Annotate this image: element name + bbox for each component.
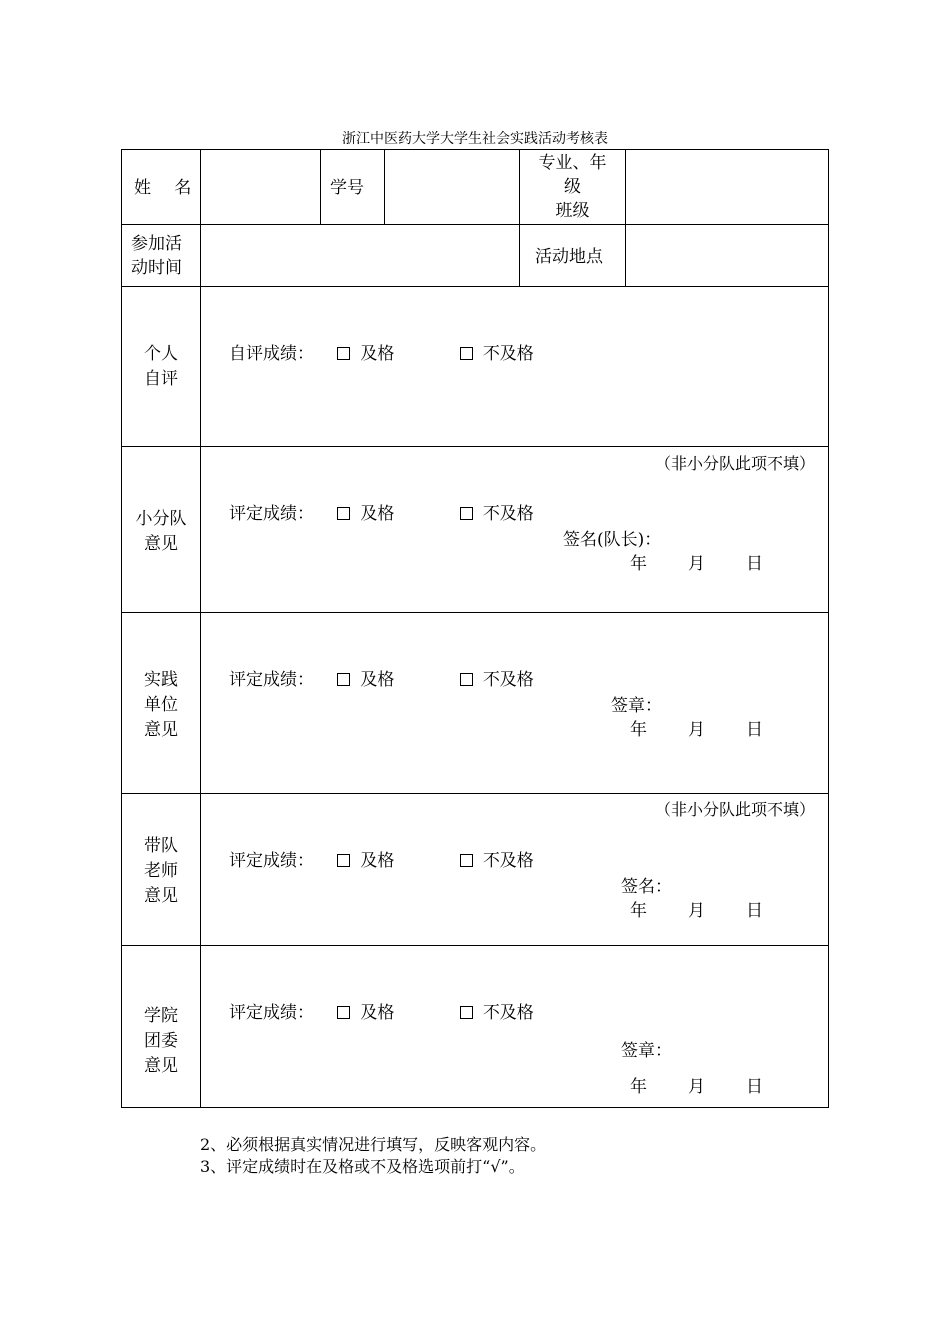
activity-location-label: 活动地点 [535,247,603,267]
fail-option-label: 不及格 [482,851,534,871]
table-border-left [121,149,122,1108]
pass-option-label: 及格 [360,504,395,524]
fail-checkbox[interactable] [460,507,473,520]
footer-note: 2、必须根据真实情况进行填写，反映客观内容。 [200,1135,547,1154]
label-column-divider [200,149,201,1108]
footer-note: 3、评定成绩时在及格或不及格选项前打“√”。 [200,1157,525,1176]
section-label-teacher-opinion: 带队 老师 意见 [144,836,178,906]
fail-option-label: 不及格 [482,1003,534,1023]
form-title: 浙江中医药大学大学生社会实践活动考核表 [342,131,608,147]
row-divider [121,286,829,287]
col-divider [320,149,321,225]
grade-row [229,846,534,871]
name-field[interactable] [201,150,320,224]
grade-label: 评定成绩： [229,1003,314,1023]
seal-label: 签章： [611,696,662,716]
grade-label: 评定成绩： [229,851,314,871]
row-divider [121,793,829,794]
name-label: 姓 名 [134,178,192,198]
activity-location-field[interactable] [626,225,828,286]
section-label-practice-unit-opinion: 实践 单位 意见 [144,670,178,740]
pass-checkbox[interactable] [337,854,350,867]
signature-label: 签名(队长)： [563,530,662,550]
grade-row [229,339,534,364]
pass-option-label: 及格 [360,344,395,364]
grade-row [229,665,534,690]
signature-label: 签名： [621,877,672,897]
activity-time-label: 参加活 动时间 [131,234,182,278]
pass-option-label: 及格 [360,1003,395,1023]
fail-checkbox[interactable] [460,854,473,867]
section-note: （非小分队此项不填） [654,800,815,819]
student-id-field[interactable] [385,150,519,224]
pass-checkbox[interactable] [337,507,350,520]
fail-option-label: 不及格 [482,504,534,524]
grade-label: 评定成绩： [229,670,314,690]
section-label-team-opinion: 小分队 意见 [135,509,187,554]
student-id-label: 学号 [330,178,364,198]
row-divider [121,945,829,946]
grade-row [229,499,534,524]
fail-checkbox[interactable] [460,347,473,360]
section-label-college-league-opinion: 学院 团委 意见 [144,1006,178,1076]
row-divider [121,446,829,447]
fail-option-label: 不及格 [482,670,534,690]
pass-checkbox[interactable] [337,347,350,360]
pass-option-label: 及格 [360,670,395,690]
pass-option-label: 及格 [360,851,395,871]
table-border-bottom [121,1107,829,1108]
section-note: （非小分队此项不填） [654,454,815,473]
major-grade-class-label: 专业、年 级 班级 [538,153,607,221]
activity-time-field[interactable] [201,225,519,286]
grade-label: 自评成绩： [229,344,314,364]
seal-label: 签章： [621,1041,672,1061]
fail-option-label: 不及格 [482,344,534,364]
pass-checkbox[interactable] [337,1006,350,1019]
grade-label: 评定成绩： [229,504,314,524]
row-divider [121,612,829,613]
pass-checkbox[interactable] [337,673,350,686]
fail-checkbox[interactable] [460,673,473,686]
footer-notes [200,1134,546,1178]
grade-row [229,998,534,1023]
table-border-right [828,149,829,1108]
major-grade-class-field[interactable] [626,150,828,224]
fail-checkbox[interactable] [460,1006,473,1019]
section-label-self-evaluation: 个人 自评 [144,344,178,389]
